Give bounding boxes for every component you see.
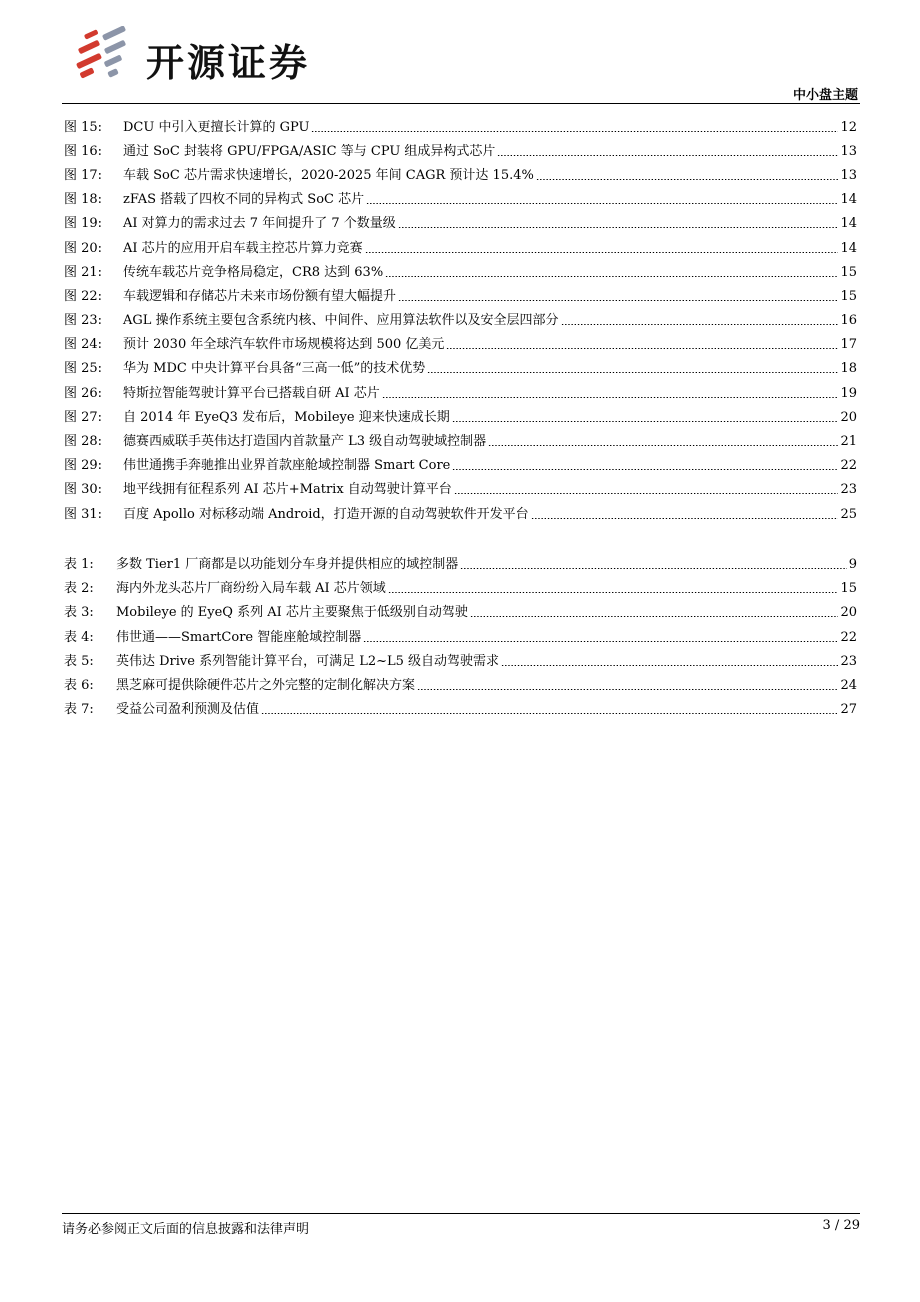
toc-entry-number: 图 23:	[64, 313, 103, 329]
toc-entry-title: 传统车载芯片竞争格局稳定，CR8 达到 63%	[123, 264, 384, 280]
figure-toc-row[interactable]	[64, 163, 857, 187]
toc-leader-dots	[417, 689, 838, 690]
figure-toc-row[interactable]	[64, 212, 857, 236]
toc-entry-number: 图 15:	[64, 119, 103, 135]
toc-entry-number: 图 29:	[64, 458, 103, 474]
toc-entry-title: AGL 操作系统主要包含系统内核、中间件、应用算法软件以及安全层四部分	[123, 313, 559, 329]
table-toc-row[interactable]	[64, 601, 857, 625]
toc-entry-page: 15	[840, 264, 857, 280]
brand-logo	[74, 26, 354, 85]
toc-entry-page: 22	[840, 458, 857, 474]
figure-toc-row[interactable]	[64, 139, 857, 163]
toc-entry-page: 24	[840, 678, 857, 694]
toc-entry-number: 图 17:	[64, 167, 103, 183]
toc-entry-page: 19	[840, 385, 857, 401]
figure-toc-row[interactable]	[64, 333, 857, 357]
toc-leader-dots	[365, 252, 839, 253]
toc-entry-title: 伟世通——SmartCore 智能座舱域控制器	[116, 629, 362, 645]
toc-leader-dots	[452, 421, 839, 422]
table-toc-row[interactable]	[64, 698, 857, 722]
toc-entry-title: 特斯拉智能驾驶计算平台已搭载自研 AI 芯片	[123, 385, 380, 401]
toc-entry-number: 图 24:	[64, 337, 103, 353]
table-list	[64, 552, 857, 722]
toc-entry-title: 自 2014 年 EyeQ3 发布后，Mobileye 迎来快速成长期	[123, 409, 450, 425]
toc-entry-page: 22	[840, 629, 857, 645]
toc-leader-dots	[366, 203, 838, 204]
toc-entry-number: 表 1:	[64, 556, 94, 572]
toc-entry-number: 表 3:	[64, 605, 94, 621]
toc-leader-dots	[398, 300, 838, 301]
toc-entry-number: 图 22:	[64, 288, 103, 304]
toc-entry-title: 多数 Tier1 厂商都是以功能划分车身并提供相应的域控制器	[116, 556, 459, 572]
toc-leader-dots	[311, 131, 838, 132]
toc-leader-dots	[388, 592, 839, 593]
toc-entry-page: 27	[840, 702, 857, 718]
toc-leader-dots	[497, 155, 838, 156]
table-toc-row[interactable]	[64, 649, 857, 673]
table-toc-row[interactable]	[64, 576, 857, 600]
toc-entry-page: 20	[840, 409, 857, 425]
page-header	[0, 0, 920, 105]
toc-entry-number: 图 27:	[64, 409, 103, 425]
table-toc-row[interactable]	[64, 673, 857, 697]
brand-logo-mark-icon	[74, 26, 140, 82]
toc-entry-title: 地平线拥有征程系列 AI 芯片+Matrix 自动驾驶计算平台	[123, 482, 452, 498]
brand-name: 开源证券	[146, 41, 311, 85]
toc-entry-number: 图 30:	[64, 482, 103, 498]
toc-entry-title: 黑芝麻可提供除硬件芯片之外完整的定制化解决方案	[116, 678, 416, 694]
toc-entry-title: 德赛西威联手英伟达打造国内首款量产 L3 级自动驾驶域控制器	[123, 434, 487, 450]
toc-leader-dots	[488, 445, 838, 446]
toc-leader-dots	[385, 276, 838, 277]
toc-leader-dots	[501, 665, 838, 666]
toc-entry-page: 25	[840, 506, 857, 522]
toc-leader-dots	[446, 348, 838, 349]
figure-toc-row[interactable]	[64, 236, 857, 260]
toc-entry-number: 图 21:	[64, 264, 103, 280]
toc-entry-page: 21	[840, 434, 857, 450]
toc-entry-number: 图 19:	[64, 216, 103, 232]
toc-entry-title: 车载逻辑和存储芯片未来市场份额有望大幅提升	[123, 288, 397, 304]
toc-entry-number: 表 4:	[64, 629, 94, 645]
toc-entry-title: 华为 MDC 中央计算平台具备“三高一低”的技术优势	[123, 361, 426, 377]
figure-toc-row[interactable]	[64, 260, 857, 284]
toc-entry-title: 海内外龙头芯片厂商纷纷入局车载 AI 芯片领域	[116, 580, 386, 596]
toc-leader-dots	[470, 616, 839, 617]
toc-entry-page: 23	[840, 482, 857, 498]
toc-entry-title: 通过 SoC 封装将 GPU/FPGA/ASIC 等与 CPU 组成异构式芯片	[123, 143, 496, 159]
toc-entry-page: 14	[840, 216, 857, 232]
toc-entry-title: AI 对算力的需求过去 7 年间提升了 7 个数量级	[123, 216, 396, 232]
toc-entry-number: 表 5:	[64, 653, 94, 669]
toc-entry-number: 表 6:	[64, 678, 94, 694]
toc-entry-title: 伟世通携手奔驰推出业界首款座舱域控制器 Smart Core	[123, 458, 451, 474]
toc-leader-dots	[382, 397, 839, 398]
figure-toc-row[interactable]	[64, 309, 857, 333]
toc-leader-dots	[261, 713, 838, 714]
toc-entry-title: 预计 2030 年全球汽车软件市场规模将达到 500 亿美元	[123, 337, 445, 353]
toc-entry-page: 23	[840, 653, 857, 669]
toc-leader-dots	[363, 641, 838, 642]
figure-toc-row[interactable]	[64, 381, 857, 405]
toc-entry-number: 图 25:	[64, 361, 103, 377]
toc-entry-title: Mobileye 的 EyeQ 系列 AI 芯片主要聚焦于低级别自动驾驶	[116, 605, 468, 621]
toc-entry-page: 12	[840, 119, 857, 135]
toc-entry-title: zFAS 搭载了四枚不同的异构式 SoC 芯片	[123, 192, 365, 208]
toc-entry-page: 18	[840, 361, 857, 377]
toc-entry-page: 9	[848, 556, 857, 572]
footer-disclaimer: 请务必参阅正文后面的信息披露和法律声明	[62, 1222, 310, 1237]
toc-entry-number: 图 31:	[64, 506, 103, 522]
page-number: 3 / 29	[822, 1218, 860, 1233]
figure-toc-row[interactable]	[64, 429, 857, 453]
toc-leader-dots	[460, 568, 846, 569]
footer-divider	[62, 1213, 860, 1214]
toc-entry-title: 受益公司盈利预测及估值	[116, 702, 260, 718]
section-title: 中小盘主题	[792, 88, 858, 103]
toc-entry-number: 图 20:	[64, 240, 103, 256]
toc-leader-dots	[452, 469, 838, 470]
toc-leader-dots	[427, 372, 838, 373]
table-toc-row[interactable]	[64, 552, 857, 576]
toc-entry-page: 15	[840, 580, 857, 596]
toc-leader-dots	[536, 179, 839, 180]
toc-entry-number: 图 16:	[64, 143, 103, 159]
toc-entry-page: 15	[840, 288, 857, 304]
toc-entry-page: 17	[840, 337, 857, 353]
toc-entry-page: 16	[840, 313, 857, 329]
toc-leader-dots	[561, 324, 839, 325]
toc-entry-title: 英伟达 Drive 系列智能计算平台，可满足 L2~L5 级自动驾驶需求	[116, 653, 500, 669]
figure-toc-row[interactable]	[64, 188, 857, 212]
toc-entry-title: DCU 中引入更擅长计算的 GPU	[123, 119, 310, 135]
toc-entry-number: 表 7:	[64, 702, 94, 718]
figure-toc-row[interactable]	[64, 357, 857, 381]
toc-entry-number: 图 26:	[64, 385, 103, 401]
figure-toc-row[interactable]	[64, 454, 857, 478]
toc-entry-page: 13	[840, 167, 857, 183]
toc-entry-page: 13	[840, 143, 857, 159]
figure-toc-row[interactable]	[64, 502, 857, 526]
toc-entry-title: AI 芯片的应用开启车载主控芯片算力竞赛	[123, 240, 363, 256]
toc-entry-title: 车载 SoC 芯片需求快速增长，2020-2025 年间 CAGR 预计达 15.4%	[123, 167, 534, 183]
toc-entry-page: 14	[840, 192, 857, 208]
figure-toc-row[interactable]	[64, 284, 857, 308]
toc-entry-page: 14	[840, 240, 857, 256]
toc-entry-number: 图 28:	[64, 434, 103, 450]
header-divider	[62, 103, 860, 104]
figure-toc-row[interactable]	[64, 115, 857, 139]
toc-leader-dots	[454, 493, 839, 494]
toc-leader-dots	[531, 518, 839, 519]
toc-entry-number: 表 2:	[64, 580, 94, 596]
figure-toc-row[interactable]	[64, 478, 857, 502]
toc-entry-title: 百度 Apollo 对标移动端 Android，打造开源的自动驾驶软件开发平台	[123, 506, 529, 522]
toc-entry-page: 20	[840, 605, 857, 621]
toc-leader-dots	[398, 227, 839, 228]
toc-entry-number: 图 18:	[64, 192, 103, 208]
figure-toc-row[interactable]	[64, 405, 857, 429]
figure-list	[64, 115, 857, 526]
table-toc-row[interactable]	[64, 625, 857, 649]
